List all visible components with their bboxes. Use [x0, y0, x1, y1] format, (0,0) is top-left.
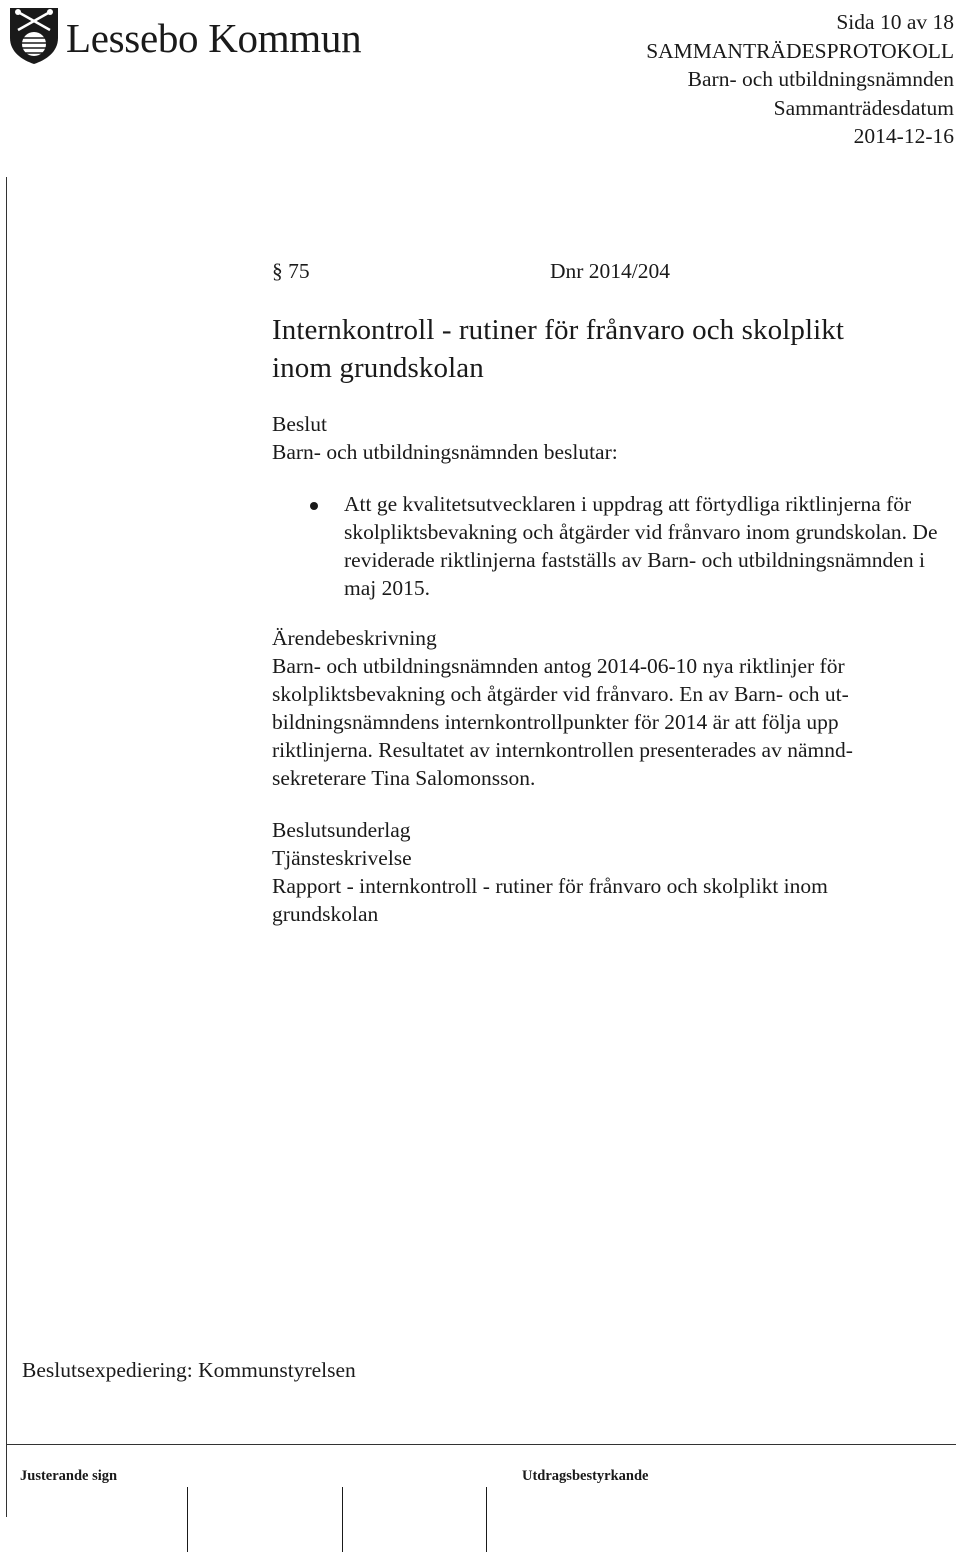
- underlag-item: Rapport - internkontroll - rutiner för frånvaro och skolplikt inom: [272, 874, 828, 898]
- justerande-sign-label: Justerande sign: [20, 1468, 118, 1484]
- text-line: Barn- och utbildningsnämnden antog 2014-06-10 nya riktlinjer för: [272, 654, 845, 678]
- page-title: [272, 311, 956, 387]
- diary-number: Dnr 2014/204: [550, 259, 671, 283]
- logo-text: Lessebo Kommun: [66, 15, 362, 61]
- beslutsunderlag: [272, 816, 960, 928]
- paragraph-number: 75: [288, 259, 310, 283]
- beslut-heading: Beslut: [272, 412, 327, 436]
- meeting-date-label: Sammanträdesdatum: [773, 95, 954, 120]
- utdragsbestyrkande-label: Utdragsbestyrkande: [522, 1468, 649, 1484]
- document-type: SAMMANTRÄDESPROTOKOLL: [646, 38, 954, 63]
- underlag-heading: Beslutsunderlag: [272, 818, 411, 842]
- paragraph-heading: [272, 256, 671, 286]
- footer-divider: [6, 1444, 956, 1445]
- title-line: inom grundskolan: [272, 352, 484, 384]
- meeting-date: 2014-12-16: [853, 124, 954, 148]
- text-line: skolpliktsbevakning och åtgärder vid frånvaro. En av Barn- och ut-: [272, 682, 849, 706]
- arende-text: [272, 652, 960, 792]
- section-sign-icon: §: [272, 259, 283, 283]
- beslutsexpediering: Beslutsexpediering: Kommunstyrelsen: [22, 1358, 356, 1382]
- title-line: Internkontroll - rutiner för frånvaro och skolplikt: [272, 314, 845, 346]
- page-info: Sida 10 av 18: [836, 10, 954, 34]
- decision-item: Att ge kvalitetsutvecklaren i uppdrag att förtydliga riktlinjerna för skolpliktsbevakning och åtgärder vid frånvaro inom grundskolan. De reviderade riktlinjerna fastställs av Barn- och utbildningsnämnden i maj 2015.: [344, 492, 938, 600]
- left-margin-rule: [6, 177, 7, 1517]
- text-line: sekreterare Tina Salomonsson.: [272, 766, 536, 790]
- bullet-icon: [310, 502, 318, 510]
- logo: [6, 4, 362, 66]
- signature-divider: [342, 1487, 343, 1552]
- committee-name: Barn- och utbildningsnämnden: [687, 67, 954, 91]
- signature-divider: [187, 1487, 188, 1552]
- text-line: bildningsnämndens internkontrollpunkter för 2014 är att följa upp: [272, 710, 839, 734]
- underlag-item: grundskolan: [272, 902, 379, 926]
- underlag-item: Tjänsteskrivelse: [272, 846, 412, 870]
- signature-divider: [486, 1487, 487, 1552]
- text-line: riktlinjerna. Resultatet av internkontrollen presenterades av nämnd-: [272, 738, 853, 762]
- beslut-intro: Barn- och utbildningsnämnden beslutar:: [272, 440, 618, 464]
- arende-heading: Ärendebeskrivning: [272, 626, 437, 650]
- municipal-crest-icon: [6, 4, 62, 66]
- document-header: [646, 8, 954, 151]
